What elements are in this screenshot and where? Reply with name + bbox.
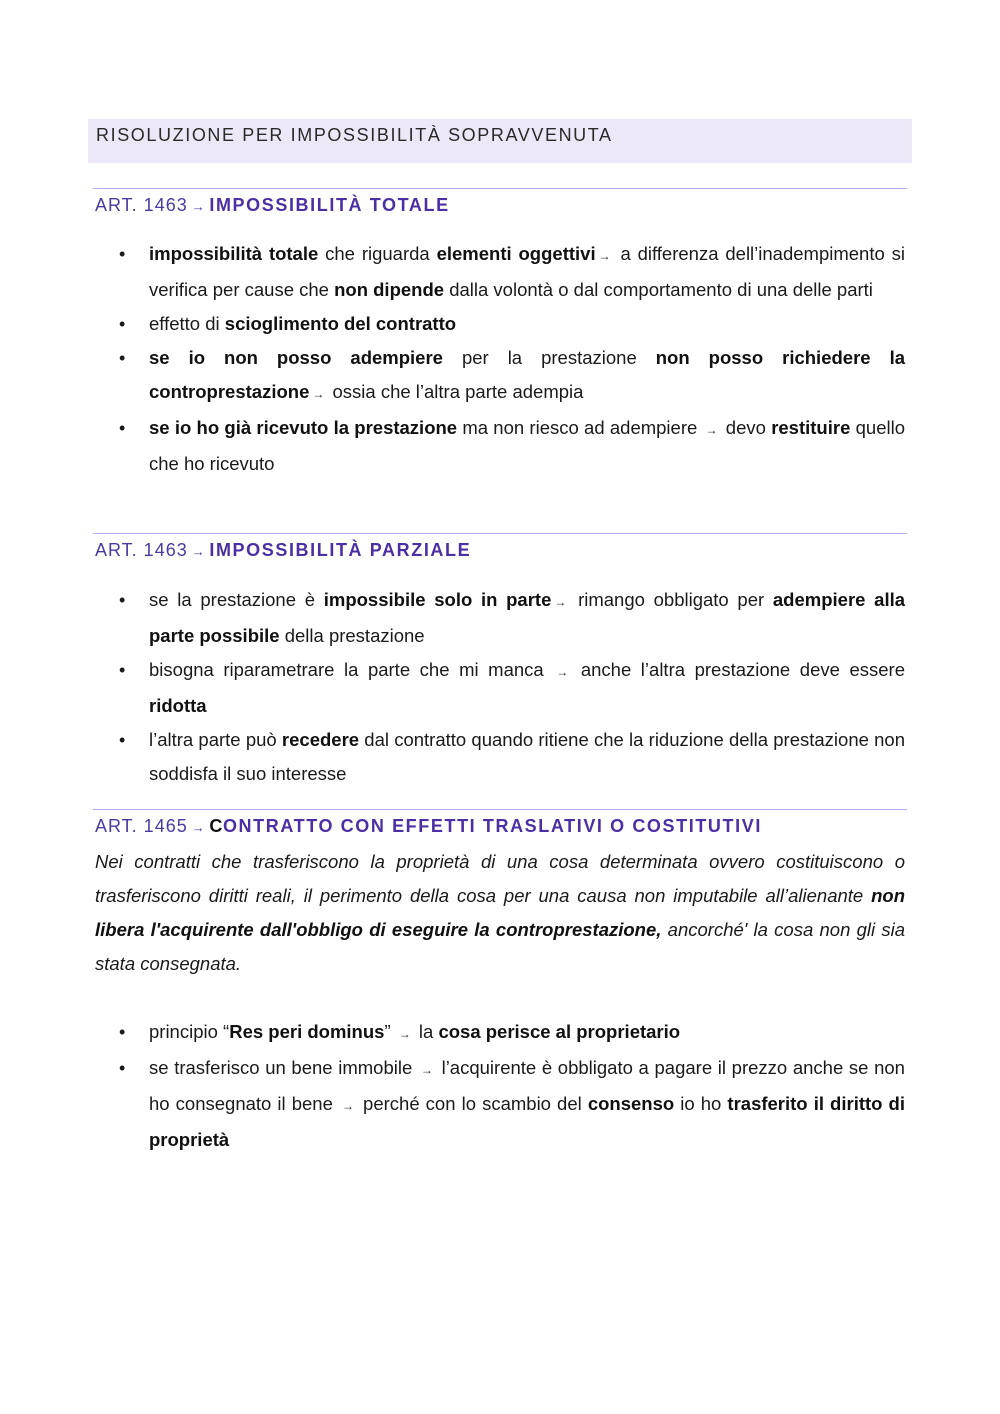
section-divider	[93, 188, 907, 189]
list-item: • principio “Res peri dominus” → la cosa perisce al proprietario	[95, 1015, 905, 1051]
arrow-icon: →	[191, 820, 206, 835]
article-number: ART. 1465	[95, 816, 188, 836]
article-quote: Nei contratti che trasferiscono la proprietà di una cosa determinata ovvero costituiscono o trasferiscono diritti reali, il perimento della cosa per una causa non imputabile all’alienante non libera l'acquirente dall'obbligo di eseguire la controprestazione, ancorché' la cosa non gli sia stata consegnata.	[95, 851, 906, 974]
arrow-icon: →	[556, 665, 569, 679]
article-number: ART. 1463	[95, 195, 188, 215]
bullet-list	[95, 237, 905, 481]
section-contratto-effetti-traslativi	[95, 814, 905, 1157]
heading-title: IMPOSSIBILITÀ PARZIALE	[209, 540, 472, 560]
article-number: ART. 1463	[95, 540, 188, 560]
section-heading	[95, 193, 905, 219]
arrow-icon: →	[312, 387, 325, 401]
arrow-icon: →	[705, 423, 718, 437]
section-impossibilita-totale	[95, 193, 905, 481]
list-item: • se la prestazione è impossibile solo in parte → rimango obbligato per adempiere alla parte possibile della prestazione	[95, 583, 905, 653]
list-item: • l’altra parte può recedere dal contratto quando ritiene che la riduzione della prestazione non soddisfa il suo interesse	[95, 723, 905, 791]
heading-title: IMPOSSIBILITÀ TOTALE	[209, 195, 450, 215]
section-heading	[95, 814, 905, 840]
arrow-icon: →	[420, 1063, 433, 1077]
title-band	[88, 119, 912, 163]
bullet-list	[95, 583, 905, 791]
section-impossibilita-parziale	[95, 538, 905, 791]
list-item: • impossibilità totale che riguarda elementi oggettivi → a differenza dell’inadempimento si verifica per cause che non dipende dalla volontà o dal comportamento di una delle parti	[95, 237, 905, 307]
arrow-icon: →	[191, 199, 206, 214]
bullet-list	[95, 1015, 905, 1157]
heading-title: ONTRATTO CON EFFETTI TRASLATIVI O COSTITUTIVI	[222, 816, 762, 836]
list-item: • bisogna riparametrare la parte che mi manca → anche l’altra prestazione deve essere ridotta	[95, 653, 905, 723]
document-title: RISOLUZIONE PER IMPOSSIBILITÀ SOPRAVVENUTA	[96, 125, 613, 145]
section-heading	[95, 538, 905, 564]
list-item: • effetto di scioglimento del contratto	[95, 307, 905, 341]
arrow-icon: →	[398, 1027, 411, 1041]
section-divider	[93, 533, 907, 534]
heading-initial: C	[209, 816, 223, 836]
list-item: • se trasferisco un bene immobile → l’acquirente è obbligato a pagare il prezzo anche se non ho consegnato il bene → perché con lo scambio del consenso io ho trasferito il diritto di proprietà	[95, 1051, 905, 1157]
section-divider	[93, 809, 907, 810]
arrow-icon: →	[598, 249, 611, 263]
list-item: • se io non posso adempiere per la prestazione non posso richiedere la controprestazione → ossia che l’altra parte adempia	[95, 341, 905, 411]
arrow-icon: →	[341, 1099, 354, 1113]
arrow-icon: →	[191, 544, 206, 559]
list-item: • se io ho già ricevuto la prestazione ma non riesco ad adempiere → devo restituire quello che ho ricevuto	[95, 411, 905, 481]
arrow-icon: →	[554, 595, 567, 609]
